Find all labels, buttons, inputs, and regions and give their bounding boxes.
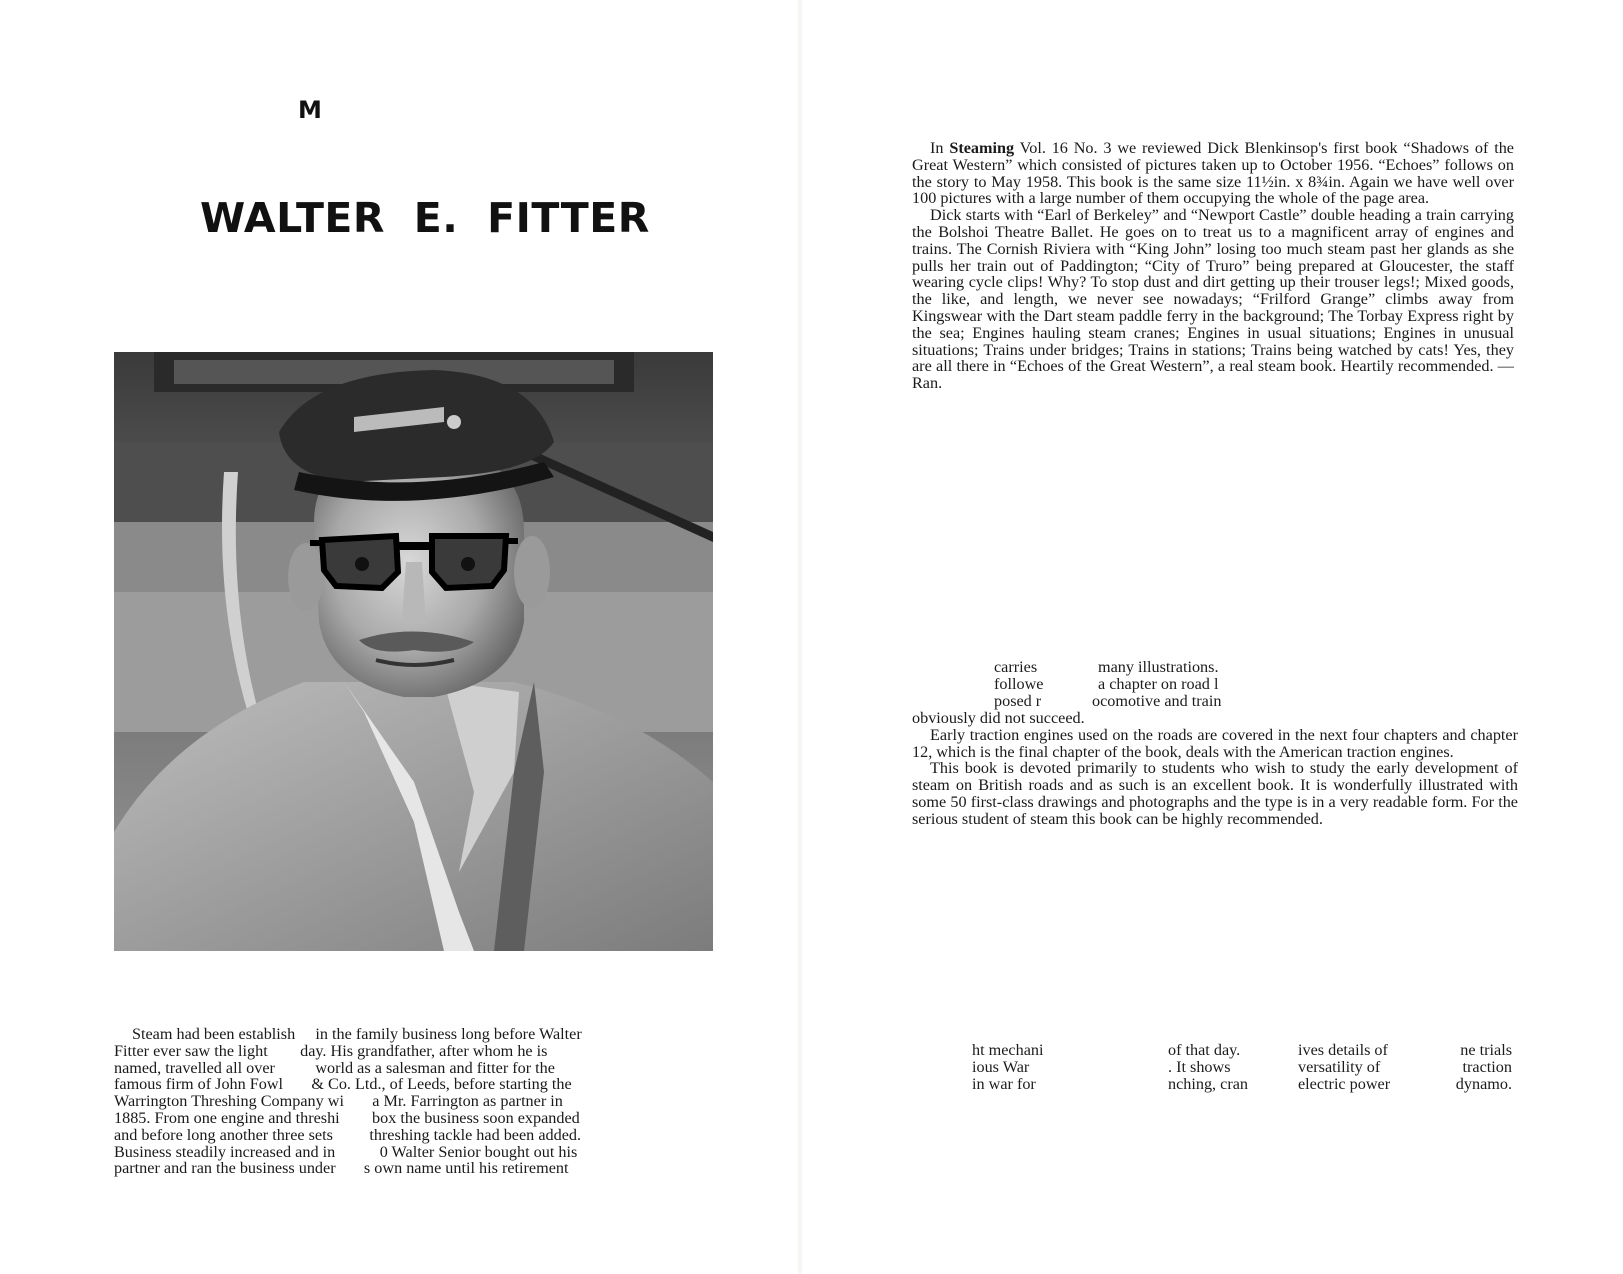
page-title: WALTER E. FITTER (200, 194, 650, 242)
review-lead: In (930, 139, 944, 157)
book-review-traction (912, 710, 1518, 828)
column-line: ht mechani (972, 1041, 1044, 1059)
book-review-echoes (912, 140, 1514, 392)
chapter-column (1168, 1042, 1248, 1092)
review-paragraph: This book is devoted primarily to students who wish to study the early development of steam on British roads and as such is an excellent book. It is wonderfully illustrated with some 50 first-class drawings and photographs and the type is in a very readable form. For the serious student of steam this book can be highly recommended. (912, 759, 1518, 828)
fragment-left: carries (994, 658, 1038, 676)
fragment-line (994, 675, 1219, 693)
body-line: Business steadily increased and in 0 Walter Senior bought out his (114, 1142, 578, 1161)
column-line: dynamo. (1455, 1074, 1512, 1093)
portrait-photo (114, 352, 713, 951)
portrait-image (114, 352, 713, 951)
fragment-line (994, 658, 1219, 676)
left-page (0, 0, 800, 1274)
right-page (800, 0, 1623, 1274)
body-line: named, travelled all over world as a salesman and fitter for the (114, 1058, 555, 1077)
fragment-line (994, 692, 1222, 710)
review-paragraph: Early traction engines used on the roads are covered in the next four chapters and chapter 12, which is the final chapter of the book, deals with the American traction engines. (912, 725, 1518, 761)
body-line: Fitter ever saw the light day. His grandfather, after whom he is (114, 1041, 548, 1060)
column-line: of that day. (1168, 1041, 1241, 1059)
column-line: ne trials (1460, 1041, 1512, 1059)
fragment-right: many illustrations. (1098, 658, 1219, 676)
publication-name: Steaming (949, 139, 1015, 157)
body-line: Warrington Threshing Company wi a Mr. Farrington as partner in (114, 1092, 563, 1111)
body-line: partner and ran the business under s own name until his retirement (114, 1159, 569, 1178)
body-line: and before long another three sets threshing tackle had been added. (114, 1125, 582, 1144)
column-line: versatility of (1298, 1057, 1381, 1076)
body-line: 1885. From one engine and threshi box the business soon expanded (114, 1108, 580, 1127)
review-paragraph: Dick starts with “Earl of Berkeley” and “Newport Castle” double heading a train carrying the Bolshoi Theatre Ballet. He goes on to treat us to a magnificent array of engines and trains. The Cornish Riviera with “King John” losing too much steam past her glands as she pulls her train out of Paddington; “City of Truro” being prepared at Gloucester, the staff wearing cycle clips! Why? To stop dust and dirt getting up their trouser legs!; Mixed goods, the like, and length, we never see nowadays; “Frilford Grange” climbs away from Kingswear with the Dart steam paddle ferry in the background; The Torbay Express right by the sea; Engines hauling steam cranes; Engines in usual situations; Engines in unusual situations; Trains under bridges; Trains in stations; Trains being watched by cats! Yes, they are all there in “Echoes of the Great Western”, a real steam book. Heartily recommended. — Ran. (912, 206, 1514, 393)
chapter-column (1434, 1042, 1512, 1092)
column-line: traction (1462, 1057, 1512, 1076)
chapter-summary-columns (972, 1042, 1512, 1094)
review-paragraph (912, 140, 1514, 207)
review-continued-line: obviously did not succeed. (912, 709, 1085, 727)
chapter-column (1298, 1042, 1390, 1092)
article-body-text (114, 1026, 714, 1177)
column-line: . It shows (1168, 1057, 1231, 1076)
body-line: famous firm of John Fowl & Co. Ltd., of Leeds, before starting the (114, 1075, 572, 1094)
column-line: ives details of (1298, 1041, 1388, 1059)
fragment-right: a chapter on road l (1098, 675, 1219, 693)
column-line: in war for (972, 1074, 1036, 1093)
column-line: electric power (1298, 1074, 1391, 1093)
chapter-column (972, 1042, 1043, 1092)
body-line: Steam had been establish in the family business long before Walter (132, 1025, 582, 1043)
review-fragment-lines (912, 659, 1518, 710)
review-text: Vol. 16 No. 3 we reviewed Dick Blenkinsop's first book “Shadows of the Great Western” which consisted of pictures taken up to October 1956. “Echoes” follows on the story to May 1958. This book is the same size 11½in. x 8¾in. Again we have well over 100 pictures with a large number of them occupying the whole of the page area. (912, 139, 1514, 208)
fragment-left: followe (994, 675, 1044, 693)
fragment-left: posed r (994, 692, 1042, 710)
column-line: nching, cran (1168, 1074, 1249, 1093)
fragment-right: ocomotive and train (1092, 692, 1222, 710)
column-line: ious War (972, 1057, 1030, 1076)
section-letter: M (298, 96, 323, 124)
